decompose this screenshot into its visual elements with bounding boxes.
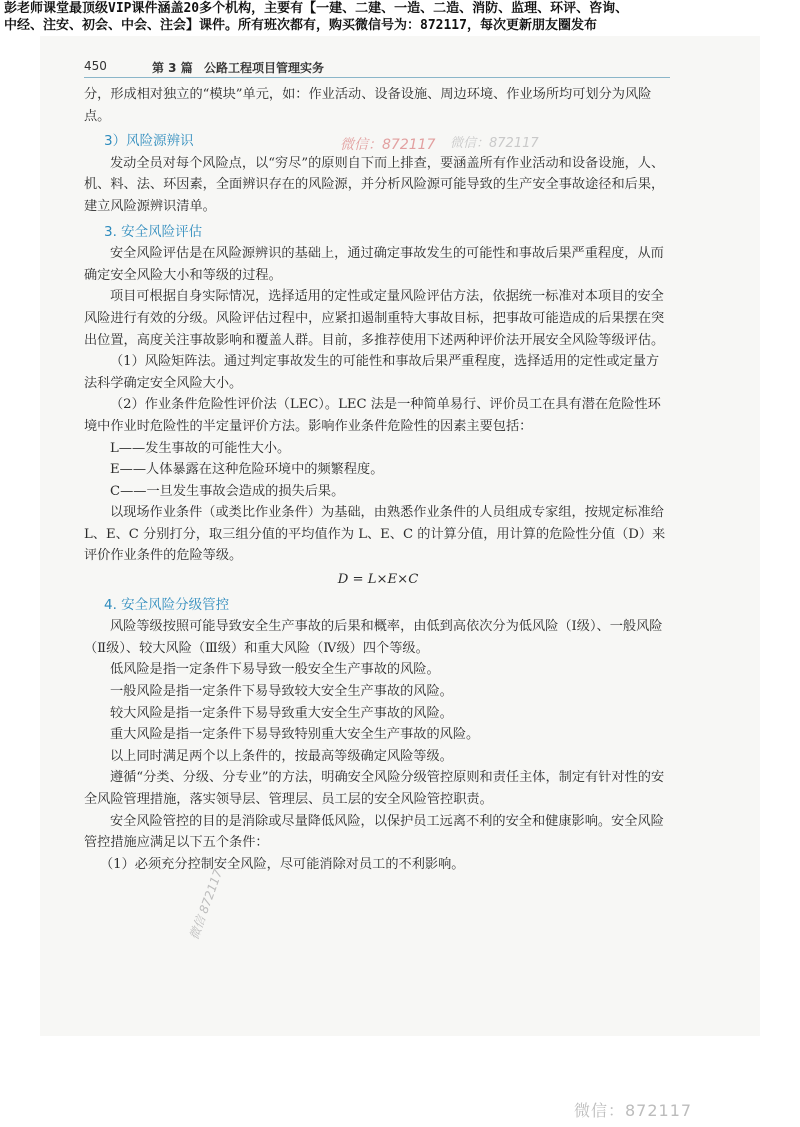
paragraph: 发动全员对每个风险点，以“穷尽”的原则自下而上排查，要涵盖所有作业活动和设备设施，人、机、料、法、环因素，全面辨识存在的风险源，并分析风险源可能导致的生产安全事故途径和后果，建立风险源辨识清单。 [84,155,665,214]
paragraph: 安全风险评估是在风险源辨识的基础上，通过确定事故发生的可能性和事故后果严重程度，从而确定安全风险大小和等级的过程。 [84,246,664,283]
definition-item: E——人体暴露在这种危险环境中的频繁程度。 [110,462,384,478]
paragraph: （2）作业条件危险性评价法（LEC）。LEC 法是一种简单易行、评价员工在具有潜在危险性环境中作业时危险性的半定量评价方法。影响作业条件危险性的因素主要包括： [84,397,661,434]
promo-banner [0,0,800,34]
list-item: （1）必须充分控制安全风险，尽可能消除对员工的不利影响。 [100,856,465,872]
header-rule [84,77,670,78]
subsection-heading: 3）风险源辨识 [104,133,194,150]
definition-item: L——发生事故的可能性大小。 [110,440,291,456]
document-page [40,36,760,1036]
paragraph: 项目可根据自身实际情况，选择适用的定性或定量风险评估方法，依据统一标准对本项目的安全风险进行有效的分级。风险评估过程中，应紧扣遏制重特大事故目标，把事故可能造成的后果摆在突出位置，高度关注事故影响和覆盖人群。目前，多推荐使用下述两种评价法开展安全风险等级评估。 [84,289,665,348]
section-heading: 3. 安全风险评估 [104,223,203,240]
page-body [84,84,672,875]
paragraph: 遵循“分类、分级、分专业”的方法，明确安全风险分级管控原则和责任主体，制定有针对性的安全风险管理措施，落实领导层、管理层、员工层的安全风险管控职责。 [84,770,665,807]
paragraph: 风险等级按照可能导致安全生产事故的后果和概率，由低到高依次分为低风险（Ⅰ级）、一般风险（Ⅱ级）、较大风险（Ⅲ级）和重大风险（Ⅳ级）四个等级。 [84,619,663,656]
watermark: 微信：872117 [340,137,436,153]
definition-item: C——一旦发生事故会造成的损失后果。 [110,483,345,499]
paragraph: （1）风险矩阵法。通过判定事故发生的可能性和事故后果严重程度，选择适用的定性或定量方法科学确定安全风险大小。 [84,354,660,391]
paragraph: 分，形成相对独立的“模块”单元，如：作业活动、设备设施、周边环境、作业场所均可划分为风险点。 [84,87,652,124]
paragraph: 重大风险是指一定条件下易导致特别重大安全生产事故的风险。 [110,727,480,743]
paragraph: 较大风险是指一定条件下易导致重大安全生产事故的风险。 [110,705,453,721]
paragraph: 以现场作业条件（或类比作业条件）为基础，由熟悉作业条件的人员组成专家组，按规定标准给 L、E、C 分别打分，取三组分值的平均值作为 L、E、C 的计算分值，用计算的危险性分值（D）来评价作业条件的危险等级。 [84,505,666,564]
banner-line-1: 彭老师课堂最顶级VIP课件涵盖20多个机构，主要有【一建、二建、一造、二造、消防、监理、环评、咨询、 [4,1,629,16]
section-heading: 4. 安全风险分级管控 [104,596,230,613]
running-header [84,56,684,78]
paragraph: 安全风险管控的目的是消除或尽量降低风险，以保护员工远离不利的安全和健康影响。安全风险管控措施应满足以下五个条件： [84,813,664,851]
formula: D = L×E×C [337,572,419,588]
watermark: 微信：872117 [574,1101,693,1120]
paragraph: 一般风险是指一定条件下易导致较大安全生产事故的风险。 [110,684,453,700]
part-label: 第 3 篇 [152,61,193,75]
paragraph: 以上同时满足两个以上条件的，按最高等级确定风险等级。 [110,748,453,764]
watermark: 微信 872117 [186,867,226,942]
watermark: 微信：872117 [450,136,539,151]
book-title: 公路工程项目管理实务 [204,61,325,75]
paragraph: 低风险是指一定条件下易导致一般安全生产事故的风险。 [110,662,440,678]
page-number: 450 [84,59,107,73]
banner-line-2: 中经、注安、初会、中会、注会】课件。所有班次都有，购买微信号为：872117，每次更新朋友圈发布 [4,18,597,33]
